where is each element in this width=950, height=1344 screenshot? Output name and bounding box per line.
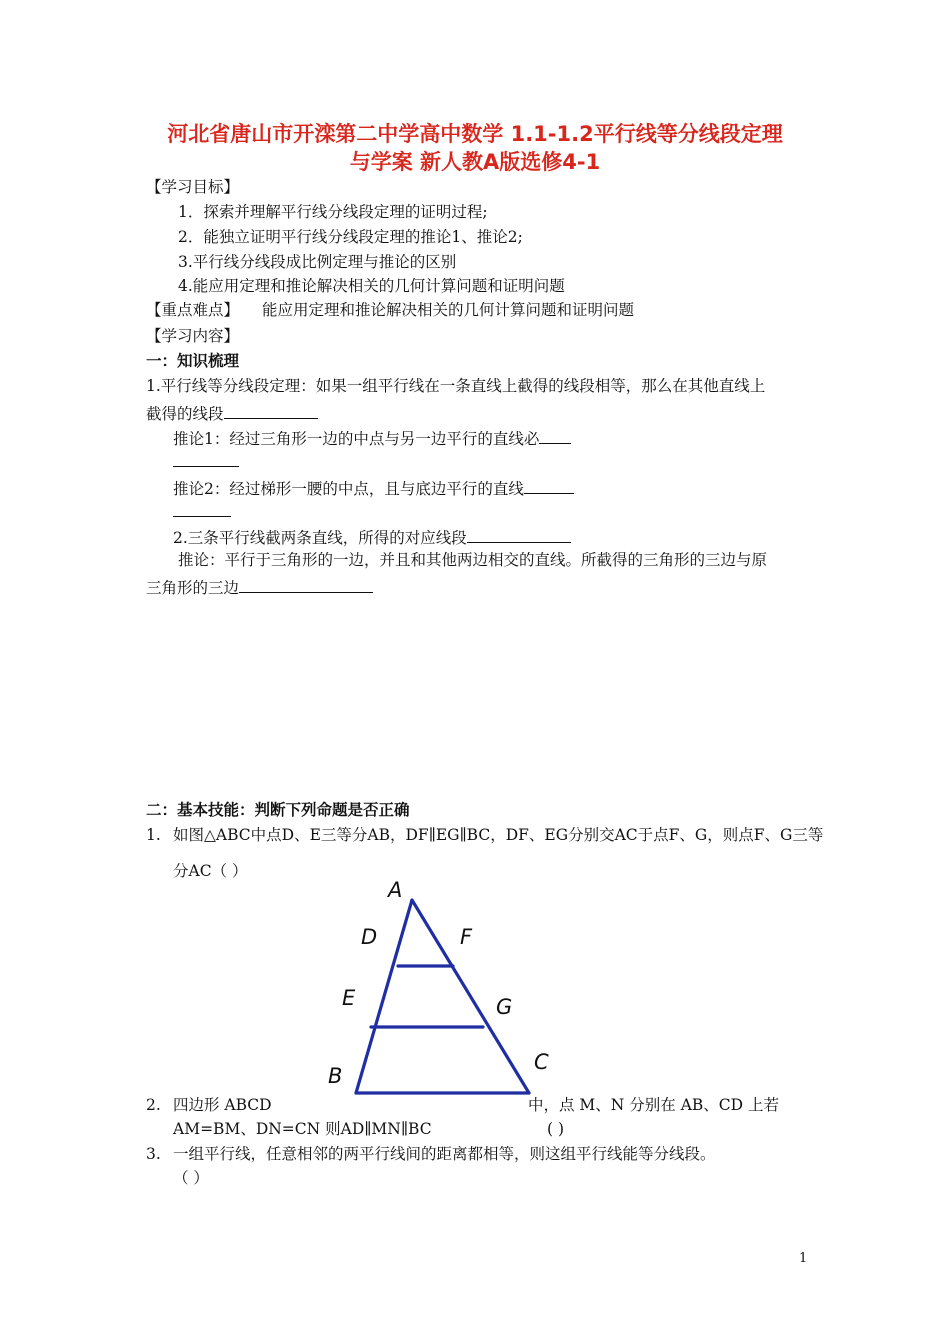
document-title-line2: 与学案 新人教A版选修4-1	[349, 150, 601, 174]
corollary2	[173, 479, 574, 498]
triangle-figure	[320, 872, 560, 1102]
question1-number: 1.	[146, 826, 161, 844]
corollary3-line2-text: 三角形的三边	[146, 579, 240, 597]
answer-blank[interactable]	[467, 528, 571, 543]
question2-number: 2.	[146, 1096, 161, 1114]
theorem-line1: 1.平行线等分线段定理：如果一组平行线在一条直线上截得的线段相等，那么在其他直线上	[146, 377, 766, 395]
document-title-line1: 河北省唐山市开滦第二中学高中数学 1.1-1.2平行线等分线段定理	[167, 122, 783, 146]
question2-answer-paren[interactable]: ( )	[547, 1120, 565, 1138]
label-d: D	[361, 925, 378, 949]
answer-blank[interactable]	[239, 578, 373, 593]
objective-item: 1．探索并理解平行线分线段定理的证明过程;	[178, 203, 488, 221]
section2-heading: 二：基本技能：判断下列命题是否正确	[146, 801, 410, 819]
page-number: 1	[799, 1251, 808, 1266]
answer-blank-continuation[interactable]	[173, 516, 231, 517]
question1-line2: 分AC（ ）	[173, 862, 248, 880]
answer-blank-continuation[interactable]	[173, 466, 239, 467]
section1-heading: 一：知识梳理	[146, 352, 240, 370]
theorem-line2-text: 截得的线段	[146, 405, 224, 423]
content-heading: 【学习内容】	[146, 327, 240, 345]
question3-line1: 一组平行线，任意相邻的两平行线间的距离都相等，则这组平行线能等分线段。	[173, 1145, 716, 1163]
item2	[173, 528, 571, 547]
answer-blank[interactable]	[524, 479, 574, 494]
corollary2-text: 推论2：经过梯形一腰的中点，且与底边平行的直线	[173, 480, 524, 498]
question2-line2: AM=BM、DN=CN 则AD∥MN∥BC	[173, 1120, 432, 1138]
label-f: F	[460, 925, 473, 949]
key-points-text: 能应用定理和推论解决相关的几何计算问题和证明问题	[262, 301, 635, 319]
corollary3-line1: 推论：平行于三角形的一边，并且和其他两边相交的直线。所截得的三角形的三边与原	[178, 551, 768, 569]
corollary1-text: 推论1：经过三角形一边的中点与另一边平行的直线必	[173, 430, 540, 448]
answer-blank[interactable]	[224, 404, 318, 419]
question3-answer-paren[interactable]: （ ）	[173, 1169, 209, 1187]
corollary1	[173, 429, 571, 448]
objectives-heading: 【学习目标】	[146, 178, 240, 196]
label-e: E	[342, 986, 356, 1010]
objective-item: 3.平行线分线段成比例定理与推论的区别	[178, 253, 457, 271]
label-b: B	[328, 1064, 343, 1088]
label-c: C	[534, 1050, 549, 1074]
key-points-heading: 【重点难点】	[146, 301, 240, 319]
question1-line1: 如图△ABC中点D、E三等分AB，DF∥EG∥BC，DF、EG分别交AC于点F、G，则点F、G三等	[173, 826, 824, 844]
answer-blank[interactable]	[539, 429, 571, 444]
label-g: G	[496, 995, 513, 1019]
question2-right: 中，点 M、N 分别在 AB、CD 上若	[528, 1096, 780, 1114]
objective-item: 4.能应用定理和推论解决相关的几何计算问题和证明问题	[178, 277, 565, 295]
theorem-line2	[146, 404, 318, 423]
label-a: A	[388, 878, 403, 902]
question2-left: 四边形 ABCD	[173, 1096, 272, 1114]
item2-text: 2.三条平行线截两条直线，所得的对应线段	[173, 529, 467, 547]
corollary3-line2	[146, 578, 373, 597]
question3-number: 3.	[146, 1145, 161, 1163]
objective-item: 2．能独立证明平行线分线段定理的推论1、推论2;	[178, 228, 523, 246]
